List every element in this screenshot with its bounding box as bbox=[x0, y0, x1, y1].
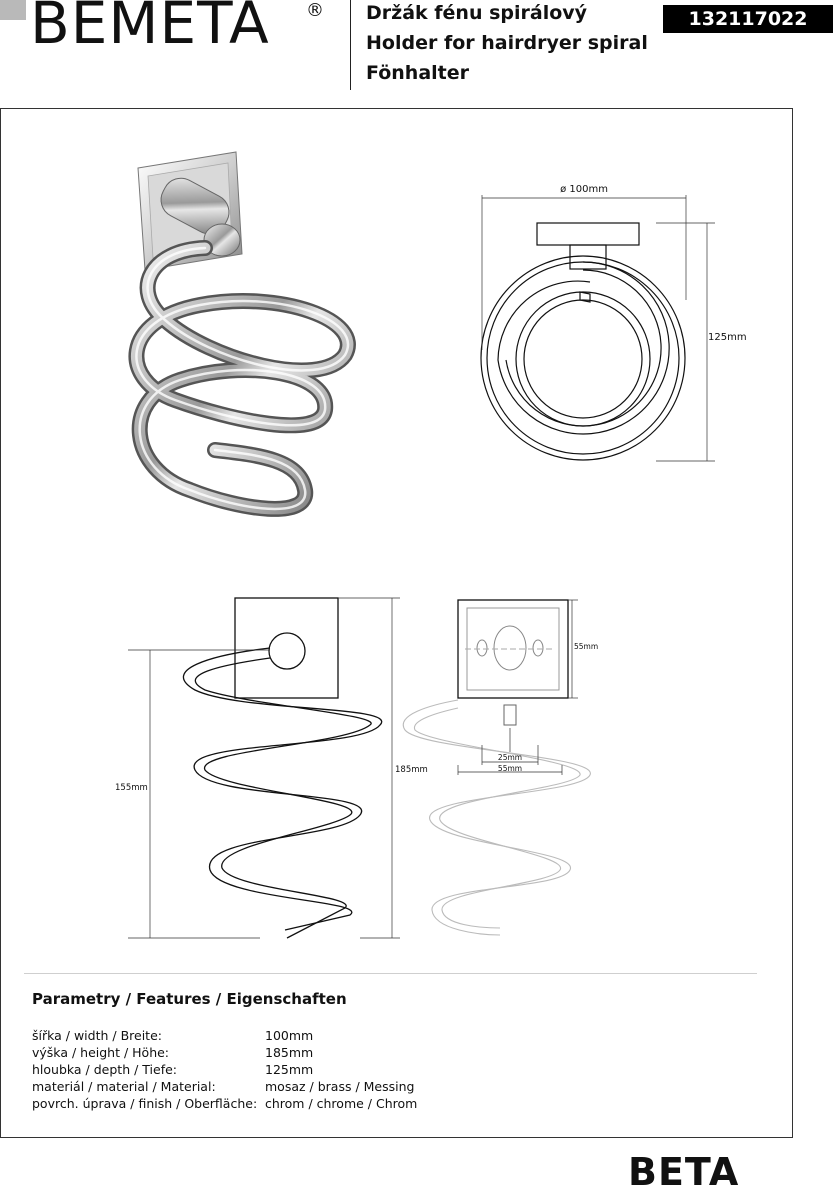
spec-value-finish: chrom / chrome / Chrom bbox=[265, 1096, 418, 1111]
dim-label-plate-size: 55mm bbox=[574, 642, 599, 651]
dim-label-depth: 125mm bbox=[708, 332, 747, 343]
brand-logo: BEMETA bbox=[30, 0, 270, 57]
dim-label-plate-width: 55mm bbox=[497, 764, 523, 773]
spec-label-height: výška / height / Höhe: bbox=[32, 1045, 170, 1060]
back-view-dimensions bbox=[458, 600, 578, 775]
features-title: Parametry / Features / Eigenschaften bbox=[32, 990, 347, 1008]
dim-label-hole-spacing: 25mm bbox=[497, 753, 523, 762]
spec-label-width: šířka / width / Breite: bbox=[32, 1028, 162, 1043]
title-german: Fönhalter bbox=[366, 62, 469, 84]
spec-value-material: mosaz / brass / Messing bbox=[265, 1079, 415, 1094]
dim-label-width: ø 100mm bbox=[560, 184, 608, 195]
title-czech: Držák fénu spirálový bbox=[366, 2, 588, 24]
features-divider bbox=[24, 973, 757, 974]
spec-value-width: 100mm bbox=[265, 1028, 314, 1043]
spec-label-depth: hloubka / depth / Tiefe: bbox=[32, 1062, 177, 1077]
spec-label-finish: povrch. úprava / finish / Oberfläche: bbox=[32, 1096, 258, 1111]
product-code-badge: 132117022 bbox=[663, 5, 833, 33]
top-view-drawing bbox=[481, 223, 685, 460]
series-name: BETA bbox=[628, 1150, 740, 1194]
dim-label-total-height: 185mm bbox=[395, 765, 428, 775]
title-english: Holder for hairdryer spiral bbox=[366, 32, 648, 54]
registered-mark: ® bbox=[306, 0, 324, 21]
product-photo bbox=[136, 152, 348, 509]
dim-label-spiral-height: 155mm bbox=[115, 783, 148, 793]
spec-value-height: 185mm bbox=[265, 1045, 314, 1060]
spec-label-material: materiál / material / Material: bbox=[32, 1079, 216, 1094]
front-view-drawing bbox=[183, 598, 381, 938]
spec-value-depth: 125mm bbox=[265, 1062, 314, 1077]
